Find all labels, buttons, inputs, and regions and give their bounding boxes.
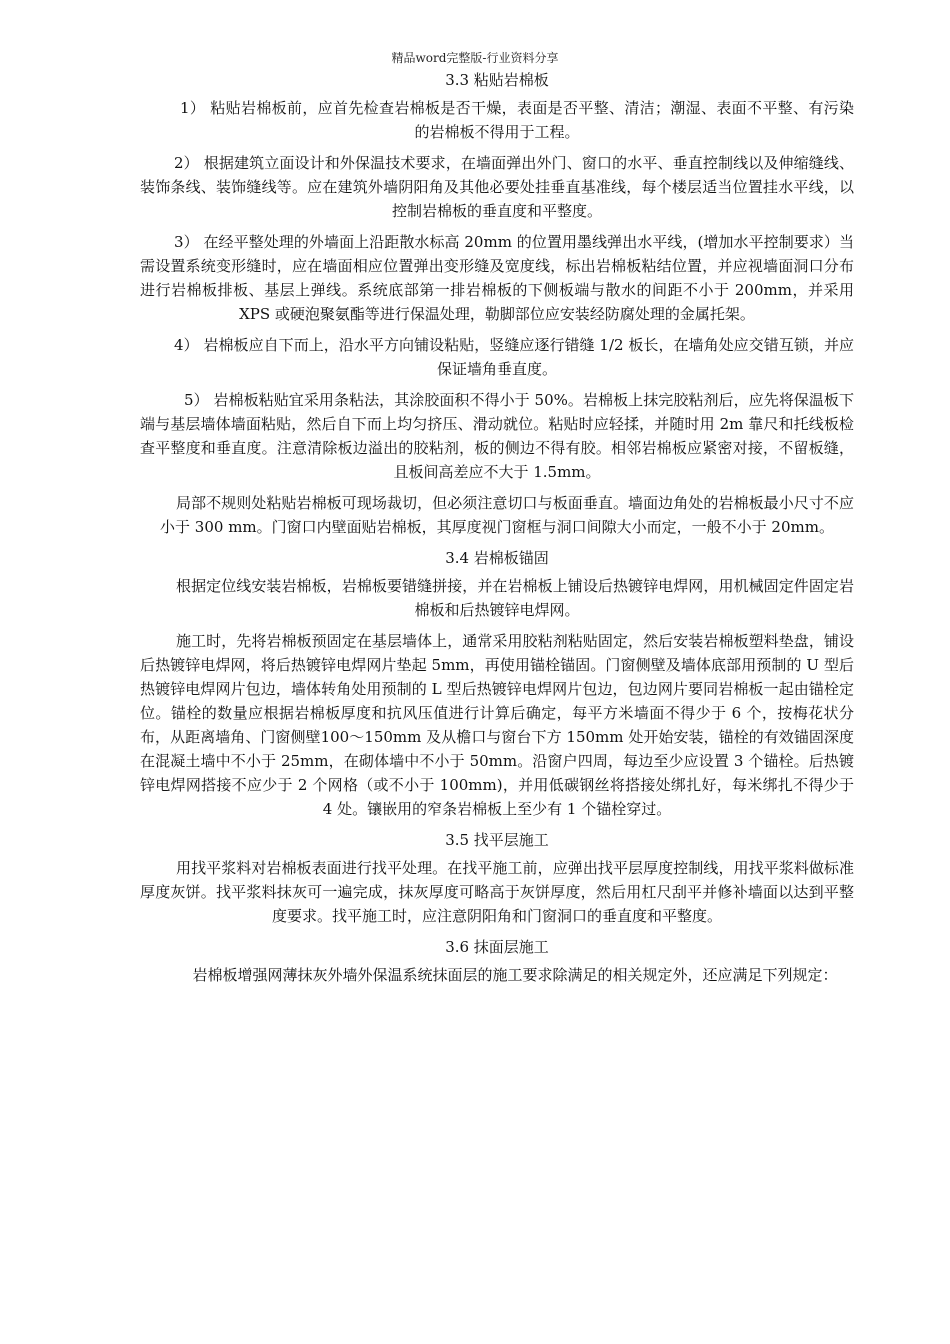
section-heading: 3.4 岩棉板锚固 bbox=[445, 549, 549, 567]
section-heading: 3.3 粘贴岩棉板 bbox=[445, 71, 549, 89]
paragraph: 岩棉板增强网薄抹灰外墙外保温系统抹面层的施工要求除满足的相关规定外，还应满足下列规定： bbox=[192, 966, 838, 984]
document-body bbox=[140, 68, 854, 994]
paragraph: 局部不规则处粘贴岩棉板可现场裁切，但必须注意切口与板面垂直。墙面边角处的岩棉板最小尺寸不应小于 300 mm。门窗口内壁面贴岩棉板，其厚度视门窗框与洞口间隙大小而定，一般不小于 20mm。 bbox=[160, 494, 854, 536]
watermark-header: 精品word完整版-行业资料分享 bbox=[391, 51, 559, 65]
section-heading: 3.6 抹面层施工 bbox=[445, 938, 549, 956]
paragraph: 用找平浆料对岩棉板表面进行找平处理。在找平施工前，应弹出找平层厚度控制线，用找平浆料做标准厚度灰饼。找平浆料抹灰可一遍完成，抹灰厚度可略高于灰饼厚度，然后用杠尺刮平并修补墙面以达到平整度要求。找平施工时，应注意阴阳角和门窗洞口的垂直度和平整度。 bbox=[140, 859, 854, 925]
paragraph: 2） 根据建筑立面设计和外保温技术要求，在墙面弹出外门、窗口的水平、垂直控制线以及伸缩缝线、装饰条线、装饰缝线等。应在建筑外墙阴阳角及其他必要处挂垂直基准线，每个楼层适当位置挂水平线，以控制岩棉板的垂直度和平整度。 bbox=[140, 154, 854, 220]
paragraph: 3） 在经平整处理的外墙面上沿距散水标高 20mm 的位置用墨线弹出水平线，(增加水平控制要求）当需设置系统变形缝时，应在墙面相应位置弹出变形缝及宽度线，标出岩棉板粘结位置，并应视墙面洞口分布进行岩棉板排板、基层上弹线。系统底部第一排岩棉板的下侧板端与散水的间距不小于 200mm，并采用 XPS 或硬泡聚氨酯等进行保温处理，勒脚部位应安装经防腐处理的金属托架。 bbox=[140, 233, 854, 323]
paragraph: 1） 粘贴岩棉板前，应首先检查岩棉板是否干燥，表面是否平整、清洁；潮湿、表面不平整、有污染的岩棉板不得用于工程。 bbox=[180, 99, 854, 141]
paragraph: 4） 岩棉板应自下而上，沿水平方向铺设粘贴，竖缝应逐行错缝 1/2 板长，在墙角处应交错互锁，并应保证墙角垂直度。 bbox=[174, 336, 854, 378]
paragraph: 5） 岩棉板粘贴宜采用条粘法，其涂胶面积不得小于 50%。岩棉板上抹完胶粘剂后，应先将保温板下端与基层墙体墙面粘贴，然后自下而上均匀挤压、滑动就位。粘贴时应轻揉，并随时用 2m 靠尺和托线板检查平整度和垂直度。注意清除板边溢出的胶粘剂，板的侧边不得有胶。相邻岩棉板应紧密对接，不留板缝，且板间高差应不大于 1.5mm。 bbox=[140, 391, 854, 481]
paragraph: 根据定位线安装岩棉板，岩棉板要错缝拼接，并在岩棉板上铺设后热镀锌电焊网，用机械固定件固定岩棉板和后热镀锌电焊网。 bbox=[176, 577, 854, 619]
section-heading: 3.5 找平层施工 bbox=[445, 831, 549, 849]
paragraph: 施工时，先将岩棉板预固定在基层墙体上，通常采用胶粘剂粘贴固定，然后安装岩棉板塑料垫盘，铺设后热镀锌电焊网，将后热镀锌电焊网片垫起 5mm，再使用锚栓锚固。门窗侧壁及墙体底部用预制的 U 型后热镀锌电焊网片包边，墙体转角处用预制的 L 型后热镀锌电焊网片包边，包边网片要同岩棉板一起由锚栓定位。锚栓的数量应根据岩棉板厚度和抗风压值进行计算后确定，每平方米墙面不得少于 6 个，按梅花状分布，从距离墙角、门窗侧壁100～150mm 及从檐口与窗台下方 150mm 处开始安装，锚栓的有效锚固深度在混凝土墙中不小于 25mm，在砌体墙中不小于 50mm。沿窗户四周，每边至少应设置 3 个锚栓。后热镀锌电焊网搭接不应少于 2 个网格（或不小于 100mm)，并用低碳钢丝将搭接处绑扎好，每米绑扎不得少于 4 处。镶嵌用的窄条岩棉板上至少有 1 个锚栓穿过。 bbox=[140, 632, 854, 818]
